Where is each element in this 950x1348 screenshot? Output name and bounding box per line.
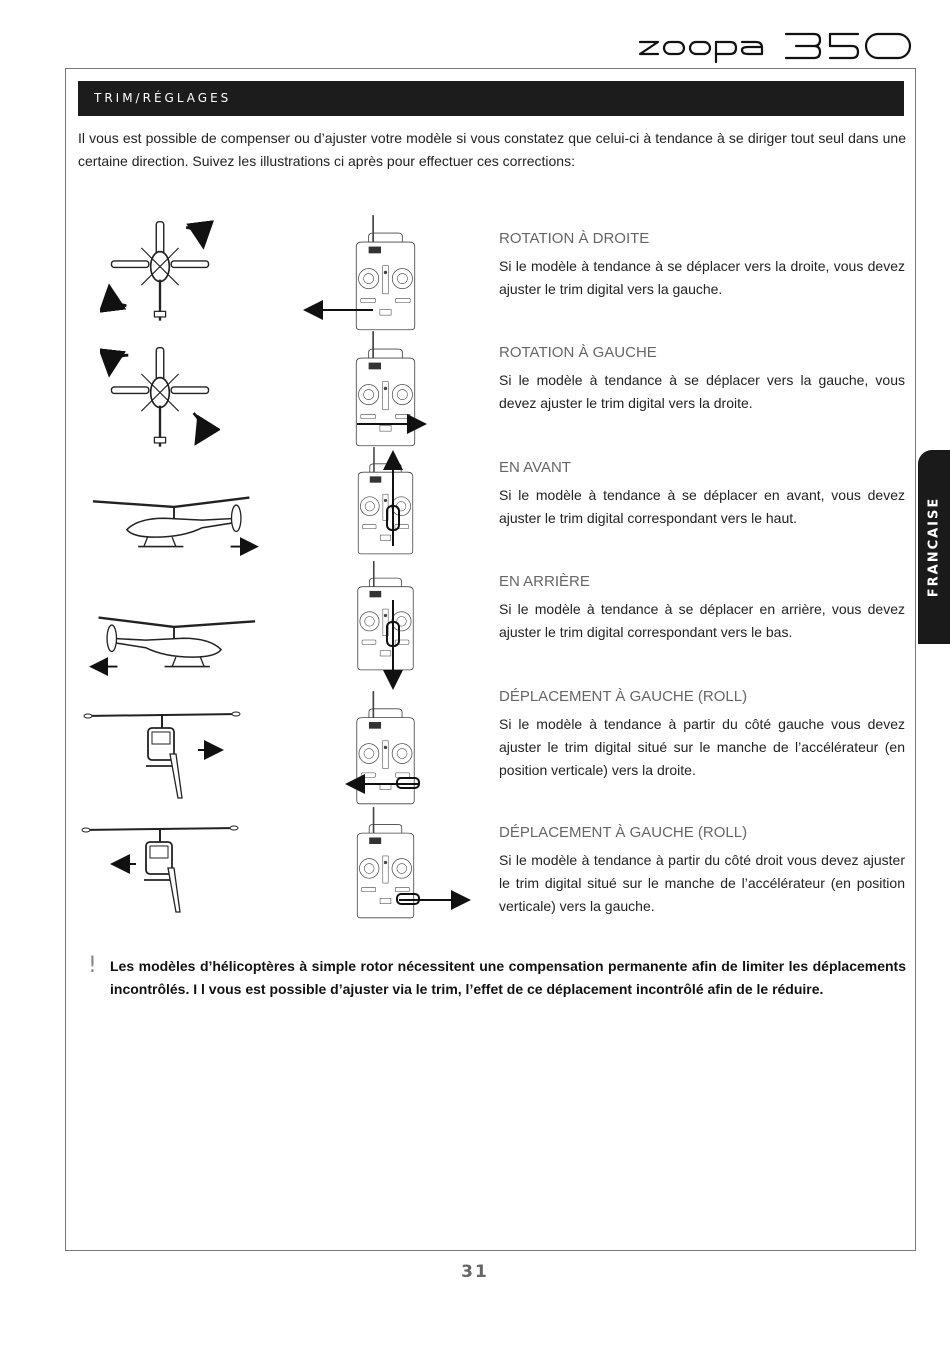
helicopter-front-view-icon — [80, 808, 240, 918]
helicopter-side-view-icon — [88, 610, 260, 676]
helicopter-top-view-icon — [100, 218, 220, 330]
intro-paragraph: Il vous est possible de compenser ou d’ajuster votre modèle si vous constatez que celui-ci à tendance à se diriger tout seul dans une certaine direction. Suivez les illustrations ci après pour effectuer ces corrections: — [78, 130, 906, 169]
section-title: EN ARRIÈRE — [499, 573, 590, 590]
warning-note-text: Les modèles d’hélicoptères à simple rotor nécessitent une compensation permanente afin de limiter les déplacements incontrôlés. I l vous est possible d’ajuster via le trim, l’effet de ce déplacement incontrôlé afin de le réduire. — [110, 958, 906, 997]
section-deplacement-gauche-2 — [499, 824, 905, 918]
section-deplacement-gauche-1 — [499, 688, 905, 782]
helicopter-side-view-icon — [88, 490, 260, 556]
transmitter-remote — [303, 806, 473, 922]
section-title: DÉPLACEMENT À GAUCHE (ROLL) — [499, 824, 748, 841]
transmitter-remote — [303, 690, 428, 808]
exclamation-icon: ! — [88, 953, 97, 978]
section-title: ROTATION À GAUCHE — [499, 344, 657, 361]
section-text: Si le modèle à tendance à partir du côté droit vous devez ajuster le trim digital situé sur le manche de l’accélérateur (en position verticale) vers la gauche. — [499, 852, 905, 914]
transmitter-remote — [303, 560, 428, 690]
transmitter-remote — [303, 330, 428, 450]
section-title: EN AVANT — [499, 459, 571, 476]
helicopter-top-view-icon — [100, 344, 220, 456]
language-tab-label: FRANCAISE — [926, 496, 942, 598]
zoopa-350-logo — [636, 30, 916, 66]
section-text: Si le modèle à tendance à se déplacer vers la gauche, vous devez ajuster le trim digital vers la droite. — [499, 372, 905, 411]
section-text: Si le modèle à tendance à se déplacer en arrière, vous devez ajuster le trim digital correspondant vers le bas. — [499, 601, 905, 640]
section-en-arriere — [499, 573, 905, 644]
section-header: TRIM/RÉGLAGES — [78, 81, 904, 116]
section-text: Si le modèle à tendance à se déplacer en avant, vous devez ajuster le trim digital correspondant vers le haut. — [499, 487, 905, 526]
section-rotation-gauche — [499, 344, 905, 415]
helicopter-front-view-icon — [82, 694, 242, 804]
section-rotation-droite — [499, 230, 905, 301]
language-tab — [918, 450, 950, 644]
section-title: DÉPLACEMENT À GAUCHE (ROLL) — [499, 688, 748, 705]
section-title: ROTATION À DROITE — [499, 230, 650, 247]
warning-note — [88, 955, 906, 1001]
section-text: Si le modèle à tendance à partir du côté gauche vous devez ajuster le trim digital situé sur le manche de l’accélérateur (en position verticale) vers la droite. — [499, 716, 905, 778]
transmitter-remote — [303, 446, 428, 558]
transmitter-remote — [303, 214, 428, 334]
section-en-avant — [499, 459, 905, 530]
section-text: Si le modèle à tendance à se déplacer vers la droite, vous devez ajuster le trim digital vers la gauche. — [499, 258, 905, 297]
page-number: 31 — [461, 1262, 489, 1282]
